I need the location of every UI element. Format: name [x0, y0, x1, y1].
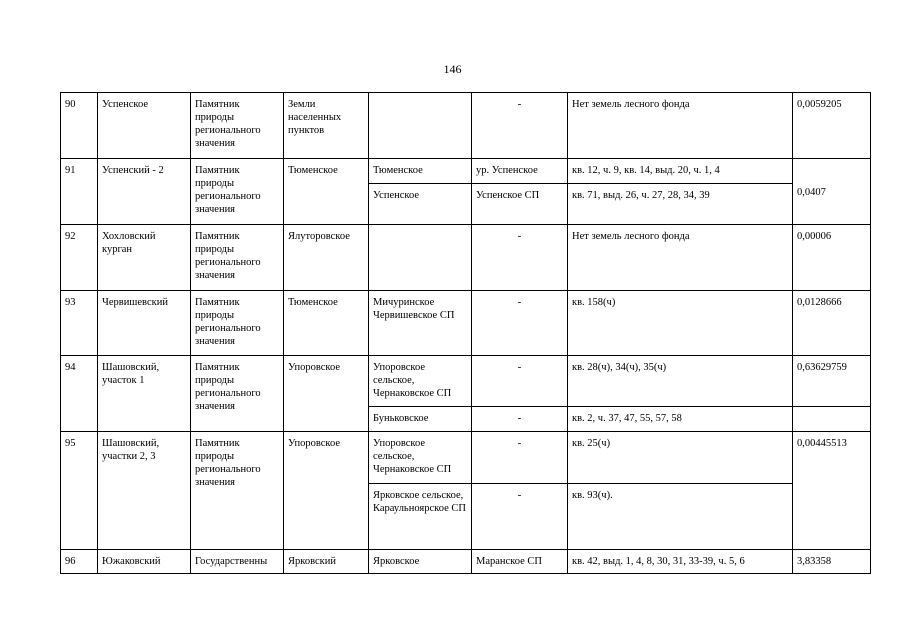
area: 0,63629759 [793, 356, 871, 407]
tract: - [472, 225, 568, 291]
object-category: Памятник природы регионального значения [191, 432, 284, 550]
row-number: 94 [61, 356, 98, 432]
area: 0,0059205 [793, 93, 871, 159]
object-name: Южаковский [98, 550, 191, 574]
forestry: Тюменское [369, 159, 472, 184]
area: 0,0128666 [793, 291, 871, 356]
forestry: Буньковское [369, 407, 472, 432]
area: 0,0407 [793, 159, 871, 225]
object-name: Червишевский [98, 291, 191, 356]
district: Ялуторовское [284, 225, 369, 291]
quarters: Нет земель лесного фонда [568, 93, 793, 159]
forestry: Ярковское сельское, Караульноярское СП [369, 484, 472, 550]
district: Упоровское [284, 432, 369, 550]
row-number: 92 [61, 225, 98, 291]
row-number: 90 [61, 93, 98, 159]
tract: - [472, 291, 568, 356]
object-category: Памятник природы регионального значения [191, 291, 284, 356]
area: 0,00006 [793, 225, 871, 291]
area-empty [793, 407, 871, 432]
object-name: Успенский - 2 [98, 159, 191, 225]
area: 0,00445513 [793, 432, 871, 550]
object-category: Памятник природы регионального значения [191, 93, 284, 159]
forestry: Мичуринское Червишевское СП [369, 291, 472, 356]
object-name: Шашовский, участки 2, 3 [98, 432, 191, 550]
object-category: Памятник природы регионального значения [191, 159, 284, 225]
forestry: Ярковское [369, 550, 472, 574]
quarters: кв. 28(ч), 34(ч), 35(ч) [568, 356, 793, 407]
table-row [61, 93, 871, 159]
row-number: 91 [61, 159, 98, 225]
district: Ярковский [284, 550, 369, 574]
table-row [61, 159, 871, 184]
object-name: Хохловский курган [98, 225, 191, 291]
quarters: кв. 158(ч) [568, 291, 793, 356]
forestry [369, 93, 472, 159]
tract: Успенское СП [472, 184, 568, 225]
row-number: 95 [61, 432, 98, 550]
table-row [61, 356, 871, 407]
quarters: Нет земель лесного фонда [568, 225, 793, 291]
tract: ур. Успенское [472, 159, 568, 184]
page-number: 146 [443, 62, 462, 76]
forestry: Упоровское сельское, Чернаковское СП [369, 432, 472, 484]
district: Земли населенных пунктов [284, 93, 369, 159]
area: 3,83358 [793, 550, 871, 574]
table-row [61, 291, 871, 356]
district: Упоровское [284, 356, 369, 432]
quarters: кв. 71, выд. 26, ч. 27, 28, 34, 39 [568, 184, 793, 225]
object-category: Государственны [191, 550, 284, 574]
forestry: Упоровское сельское, Чернаковское СП [369, 356, 472, 407]
district: Тюменское [284, 159, 369, 225]
object-category: Памятник природы регионального значения [191, 225, 284, 291]
quarters: кв. 12, ч. 9, кв. 14, выд. 20, ч. 1, 4 [568, 159, 793, 184]
object-name: Шашовский, участок 1 [98, 356, 191, 432]
forestry [369, 225, 472, 291]
quarters: кв. 93(ч). [568, 484, 793, 550]
table-row [61, 432, 871, 484]
quarters: кв. 25(ч) [568, 432, 793, 484]
tract: - [472, 484, 568, 550]
quarters: кв. 2, ч. 37, 47, 55, 57, 58 [568, 407, 793, 432]
object-category: Памятник природы регионального значения [191, 356, 284, 432]
tract: - [472, 356, 568, 407]
district: Тюменское [284, 291, 369, 356]
table-row [61, 225, 871, 291]
row-number: 96 [61, 550, 98, 574]
tract: - [472, 93, 568, 159]
tract: - [472, 407, 568, 432]
registry-table [60, 92, 871, 574]
quarters: кв. 42, выд. 1, 4, 8, 30, 31, 33-39, ч. 5, 6 [568, 550, 793, 574]
row-number: 93 [61, 291, 98, 356]
object-name: Успенское [98, 93, 191, 159]
tract: Маранское СП [472, 550, 568, 574]
tract: - [472, 432, 568, 484]
forestry: Успенское [369, 184, 472, 225]
table-row [61, 550, 871, 574]
